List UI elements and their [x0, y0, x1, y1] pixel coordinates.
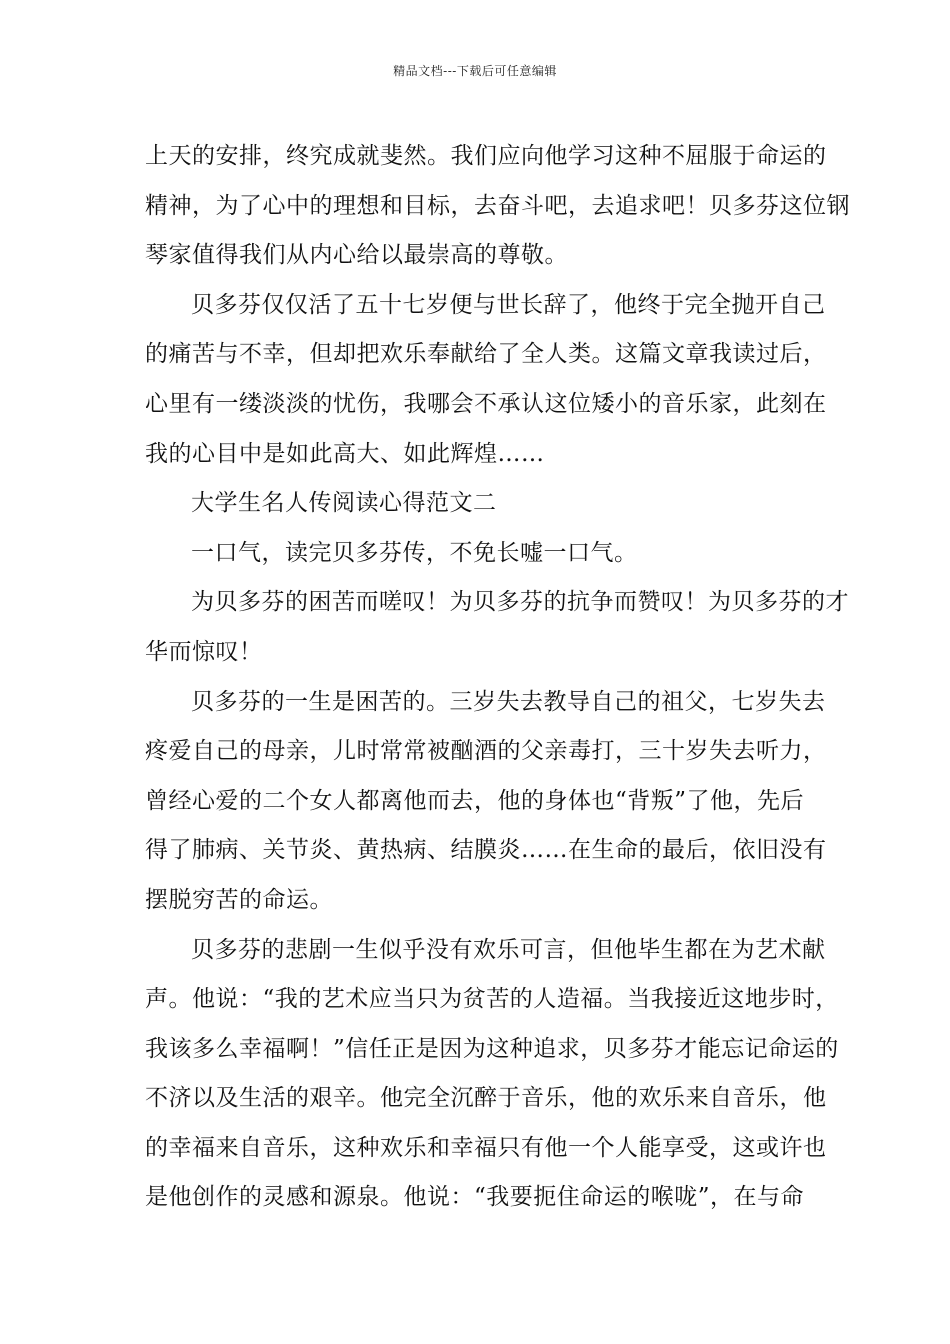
text-line: 我该多么幸福啊！”信任正是因为这种追求，贝多芬才能忘记命运的 — [145, 1035, 839, 1062]
paragraph-first-line: 贝多芬的一生是困苦的。三岁失去教导自己的祖父，七岁失去 — [191, 688, 826, 715]
text-line: 曾经心爱的二个女人都离他而去，他的身体也“背叛”了他，先后 — [145, 787, 805, 814]
text-line: 声。他说：“我的艺术应当只为贫苦的人造福。当我接近这地步时， — [145, 986, 839, 1013]
text-line: 心里有一缕淡淡的忧伤，我哪会不承认这位矮小的音乐家，此刻在 — [145, 390, 827, 417]
text-line: 疼爱自己的母亲，儿时常常被酗酒的父亲毒打，三十岁失去听力， — [145, 738, 827, 765]
paragraph-first-line: 为贝多芬的困苦而嗟叹！为贝多芬的抗争而赞叹！为贝多芬的才 — [191, 589, 849, 616]
text-line: 摆脱穷苦的命运。 — [145, 886, 333, 913]
text-line: 精神，为了心中的理想和目标，去奋斗吧，去追求吧！贝多芬这位钢 — [145, 192, 850, 219]
text-line: 的痛苦与不幸，但却把欢乐奉献给了全人类。这篇文章我读过后， — [145, 341, 827, 368]
paragraph-first-line: 一口气，读完贝多芬传，不免长嘘一口气。 — [191, 539, 638, 566]
text-line: 华而惊叹！ — [145, 638, 263, 665]
text-line: 的幸福来自音乐，这种欢乐和幸福只有他一个人能享受，这或许也 — [145, 1134, 827, 1161]
paragraph-first-line: 大学生名人传阅读心得范文二 — [191, 490, 497, 517]
text-line: 我的心目中是如此高大、如此辉煌…… — [145, 440, 545, 467]
text-line: 琴家值得我们从内心给以最崇高的尊敬。 — [145, 242, 568, 269]
paragraph-first-line: 贝多芬的悲剧一生似乎没有欢乐可言，但他毕生都在为艺术献 — [191, 936, 826, 963]
document-body — [145, 132, 850, 1223]
text-line: 上天的安排，终究成就斐然。我们应向他学习这种不屈服于命运的 — [145, 143, 827, 169]
page-header: 精品文档---下载后可任意编辑 — [393, 64, 557, 78]
text-line: 得了肺病、关节炎、黄热病、结膜炎……在生命的最后，依旧没有 — [145, 837, 827, 864]
text-line: 是他创作的灵感和源泉。他说：“我要扼住命运的喉咙”，在与命 — [145, 1184, 805, 1211]
text-line: 不济以及生活的艰辛。他完全沉醉于音乐，他的欢乐来自音乐，他 — [145, 1085, 827, 1112]
paragraph-first-line: 贝多芬仅仅活了五十七岁便与世长辞了，他终于完全抛开自己 — [191, 291, 826, 318]
